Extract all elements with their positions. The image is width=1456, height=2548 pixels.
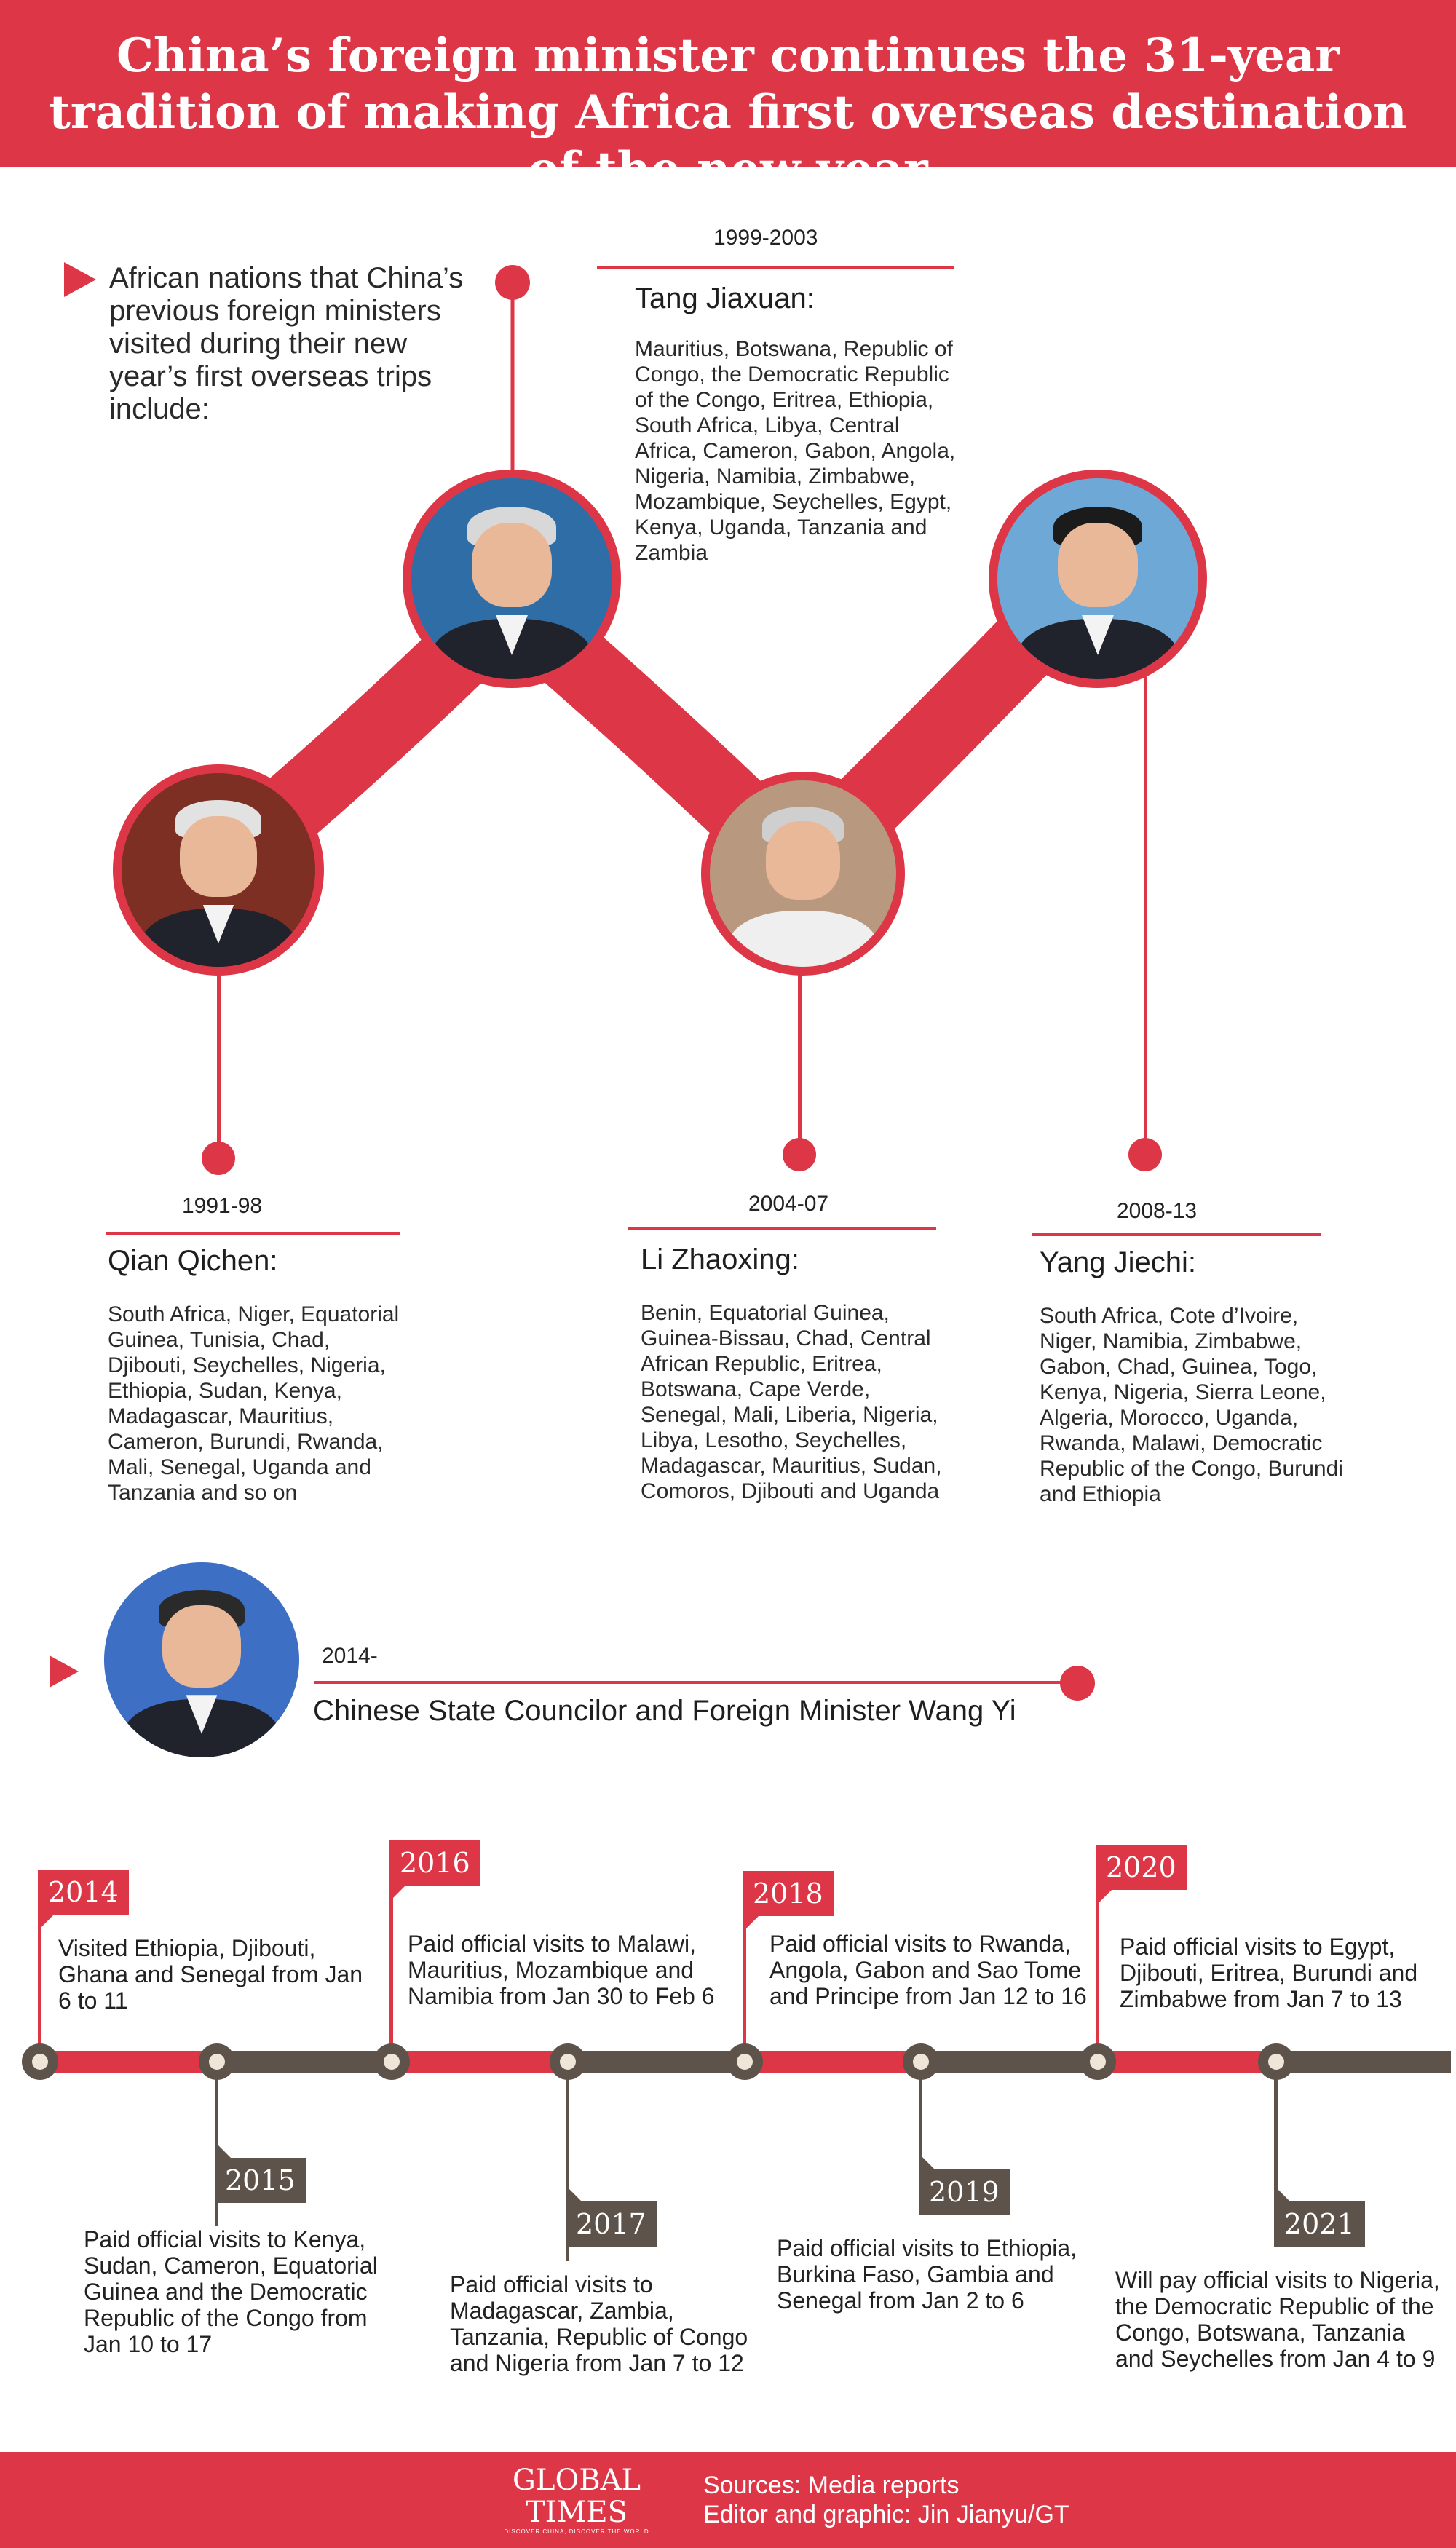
event-text-2020: Paid official visits to Egypt, Djibouti, Eritrea, Burundi and Zimbabwe from Jan 7 to 13 xyxy=(1120,1934,1418,2012)
li-rule xyxy=(628,1227,936,1230)
year-flag-2016 xyxy=(389,1840,480,1886)
timeline-bar-segment xyxy=(921,2051,1098,2073)
timeline-bar-segment xyxy=(217,2051,392,2073)
li-period: 2004-07 xyxy=(748,1192,829,1216)
wang-yi-photo xyxy=(104,1562,299,1757)
global-times-logo xyxy=(496,2464,657,2535)
qian-qichen-photo xyxy=(113,764,324,976)
logo-bottom: TIMES xyxy=(525,2496,628,2529)
tang-name: Tang Jiaxuan: xyxy=(635,282,815,314)
yang-rule xyxy=(1032,1233,1321,1236)
timeline-node-2016 xyxy=(373,2043,410,2080)
qian-period: 1991-98 xyxy=(182,1194,263,1218)
year-flag-2019 xyxy=(919,2169,1010,2215)
wang-arrow-icon xyxy=(50,1655,79,1688)
timeline-node-2017 xyxy=(550,2043,586,2080)
li-zhaoxing-photo xyxy=(701,772,905,976)
timeline-node-2015 xyxy=(199,2043,235,2080)
tang-period: 1999-2003 xyxy=(713,226,818,250)
wang-rule xyxy=(314,1681,1079,1684)
tang-rule xyxy=(597,266,954,269)
tang-jiaxuan-photo xyxy=(403,470,621,688)
year-label: 2020 xyxy=(1106,1851,1176,1883)
event-text-2019: Paid official visits to Ethiopia, Burkina Faso, Gambia and Senegal from Jan 2 to 6 xyxy=(777,2235,1077,2314)
event-text-2014: Visited Ethiopia, Djibouti, Ghana and Senegal from Jan 6 to 11 xyxy=(58,1935,363,2014)
yang-jiechi-photo xyxy=(989,470,1207,688)
year-flag-2014 xyxy=(38,1870,129,1915)
qian-rule xyxy=(106,1232,400,1235)
year-label: 2021 xyxy=(1284,2208,1355,2240)
year-flag-2020 xyxy=(1096,1845,1187,1890)
yang-dot xyxy=(1128,1138,1162,1171)
intro-text: African nations that China’s previous foreign ministers visited during their new year’s first overseas trips include: xyxy=(109,262,464,425)
year-label: 2019 xyxy=(929,2176,1000,2208)
event-text-2017: Paid official visits to Madagascar, Zambia, Tanzania, Republic of Congo and Nigeria from Jan 7 to 12 xyxy=(450,2271,748,2376)
timeline-bar-segment xyxy=(40,2051,217,2073)
li-dot xyxy=(783,1138,816,1171)
page-title: China’s foreign minister continues the 31-year tradition of making Africa first overseas destination of the new year xyxy=(49,28,1407,197)
timeline-node-2020 xyxy=(1080,2043,1116,2080)
qian-name: Qian Qichen: xyxy=(108,1245,278,1277)
logo-top: GLOBAL xyxy=(512,2464,641,2497)
qian-countries: South Africa, Niger, Equatorial Guinea, Tunisia, Chad, Djibouti, Seychelles, Nigeria, Ethiopia, Sudan, Kenya, Madagascar, Mauritius, Cameron, Burundi, Rwanda, Mali, Senegal, Uganda and Tanzania and so on xyxy=(108,1302,400,1505)
timeline-bar-segment xyxy=(1276,2051,1451,2073)
yang-stem xyxy=(1144,670,1147,1155)
timeline-node-2014 xyxy=(22,2043,58,2080)
yang-countries: South Africa, Cote d’Ivoire, Niger, Namibia, Zimbabwe, Gabon, Chad, Guinea, Togo, Kenya, Nigeria, Sierra Leone, Algeria, Morocco, Uganda, Rwanda, Malawi, Democratic Republic of the Congo, Burundi and Ethiopia xyxy=(1040,1304,1343,1506)
event-text-2015: Paid official visits to Kenya, Sudan, Cameron, Equatorial Guinea and the Democratic Republic of the Congo from Jan 10 to 17 xyxy=(84,2226,378,2357)
event-text-2016: Paid official visits to Malawi, Mauritius, Mozambique and Namibia from Jan 30 to Feb 6 xyxy=(408,1931,715,2009)
footer-editor: Editor and graphic: Jin Jianyu/GT xyxy=(703,2501,1069,2528)
wang-rule-end-dot xyxy=(1060,1666,1095,1701)
timeline-bar-segment xyxy=(392,2051,568,2073)
timeline-bar-segment xyxy=(745,2051,921,2073)
qian-dot xyxy=(202,1142,235,1175)
year-flag-2021 xyxy=(1274,2201,1365,2247)
wang-period: 2014- xyxy=(322,1644,378,1668)
year-label: 2016 xyxy=(400,1847,470,1879)
event-text-2018: Paid official visits to Rwanda, Angola, Gabon and Sao Tome and Principe from Jan 12 to 16 xyxy=(769,1931,1087,2009)
timeline-node-2019 xyxy=(903,2043,939,2080)
li-stem xyxy=(798,972,802,1154)
year-label: 2017 xyxy=(576,2208,646,2240)
timeline-node-2021 xyxy=(1258,2043,1294,2080)
li-countries: Benin, Equatorial Guinea, Guinea-Bissau, Chad, Central African Republic, Eritrea, Botswana, Cape Verde, Senegal, Mali, Liberia, Nigeria, Libya, Lesotho, Seychelles, Madagascar, Mauritius, Sudan, Comoros, Djibouti and Uganda xyxy=(641,1301,942,1503)
year-flag-2015 xyxy=(215,2158,306,2203)
yang-name: Yang Jiechi: xyxy=(1040,1246,1196,1278)
li-name: Li Zhaoxing: xyxy=(641,1243,799,1275)
qian-stem xyxy=(217,972,221,1158)
footer-sources: Sources: Media reports xyxy=(703,2472,960,2499)
wang-title: Chinese State Councilor and Foreign Minister Wang Yi xyxy=(313,1695,1016,1727)
year-label: 2018 xyxy=(753,1878,823,1910)
timeline-bar-segment xyxy=(1098,2051,1276,2073)
tang-countries: Mauritius, Botswana, Republic of Congo, the Democratic Republic of the Congo, Eritrea, Ethiopia, South Africa, Libya, Central Africa, Cameron, Gabon, Angola, Nigeria, Namibia, Zimbabwe, Mozambique, Seychelles, Egypt, Kenya, Uganda, Tanzania and Zambia xyxy=(635,337,956,565)
year-flag-2017 xyxy=(566,2201,657,2247)
event-text-2021: Will pay official visits to Nigeria, the Democratic Republic of the Congo, Botswana, Tanzania and Seychelles from Jan 4 to 9 xyxy=(1115,2267,1440,2372)
timeline-node-2018 xyxy=(727,2043,763,2080)
year-label: 2015 xyxy=(225,2164,296,2196)
year-label: 2014 xyxy=(48,1876,119,1908)
logo-tagline: DISCOVER CHINA, DISCOVER THE WORLD xyxy=(504,2528,649,2535)
year-flag-2018 xyxy=(743,1871,834,1916)
yang-period: 2008-13 xyxy=(1117,1199,1198,1223)
timeline-bar-segment xyxy=(568,2051,745,2073)
footer-credits xyxy=(703,2471,1069,2529)
